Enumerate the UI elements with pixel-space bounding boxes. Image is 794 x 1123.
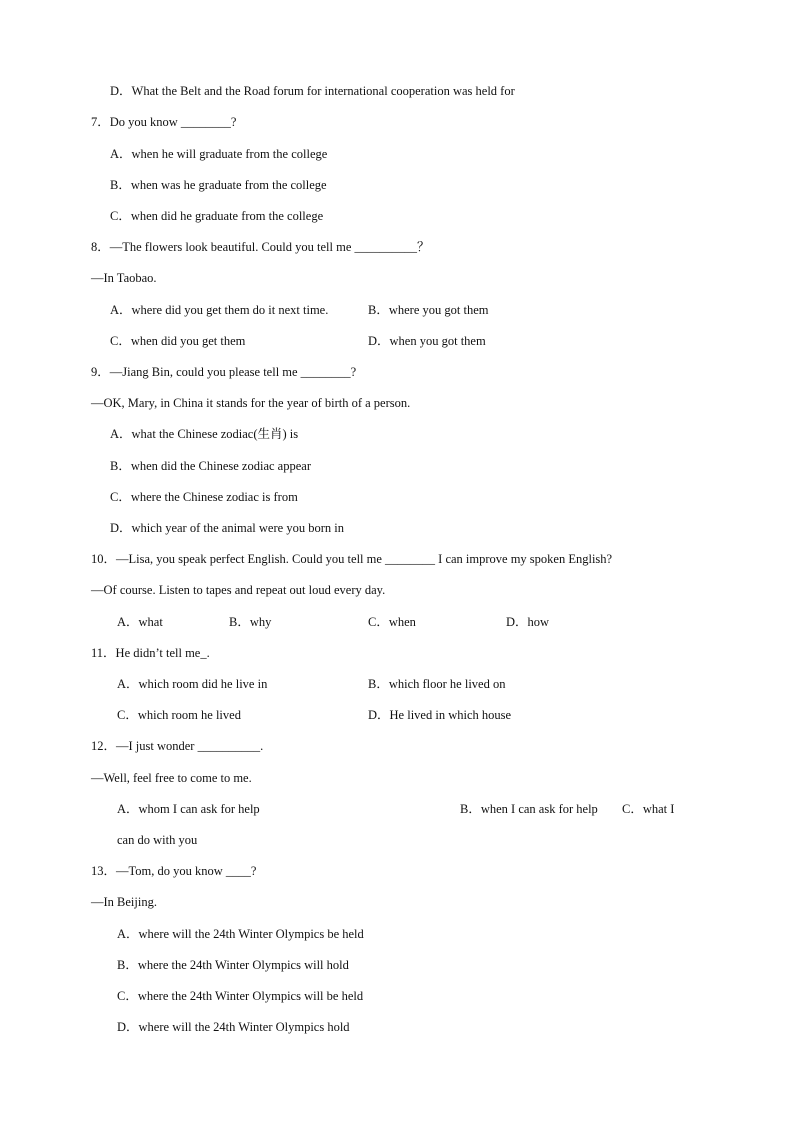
q8-option-d: D．when you got them (368, 334, 486, 348)
q13-option-b: B．where the 24th Winter Olympics will hold (117, 958, 349, 972)
q10-option-b: B．why (229, 615, 272, 629)
q11-option-b: B．which floor he lived on (368, 677, 506, 691)
q8-option-a: A．where did you get them do it next time. (110, 303, 329, 317)
q12-stem: 12．—I just wonder __________. (91, 739, 264, 753)
q12-option-b: B．when I can ask for help (460, 802, 598, 816)
q9-answer: —OK, Mary, in China it stands for the year of birth of a person. (91, 396, 411, 410)
q9-option-c: C．where the Chinese zodiac is from (110, 490, 298, 504)
q8-option-b: B．where you got them (368, 303, 489, 317)
q13-option-c: C．where the 24th Winter Olympics will be held (117, 989, 364, 1003)
q13-answer: —In Beijing. (91, 895, 157, 909)
q12-option-c-continued: can do with you (117, 833, 198, 847)
q12-option-c: C．what I (622, 802, 675, 816)
q6-option-d: D．What the Belt and the Road forum for international cooperation was held for (110, 84, 515, 98)
q11-stem: 11．He didn’t tell me_. (91, 646, 210, 660)
q9-option-a: A．what the Chinese zodiac(生肖) is (110, 427, 299, 441)
q7-option-c: C．when did he graduate from the college (110, 209, 324, 223)
q12-answer: —Well, feel free to come to me. (91, 771, 252, 785)
q10-option-c: C．when (368, 615, 416, 629)
q11-option-c: C．which room he lived (117, 708, 241, 722)
q10-option-a: A．what (117, 615, 163, 629)
q10-stem: 10．—Lisa, you speak perfect English. Could you tell me ________ I can improve my spoken English? (91, 552, 613, 566)
q8-stem: 8．—The flowers look beautiful. Could you tell me __________？ (91, 240, 430, 254)
q13-option-a: A．where will the 24th Winter Olympics be held (117, 927, 364, 941)
q9-option-b: B．when did the Chinese zodiac appear (110, 459, 311, 473)
q8-option-c: C．when did you get them (110, 334, 246, 348)
q11-option-a: A．which room did he live in (117, 677, 268, 691)
q9-stem: 9．—Jiang Bin, could you please tell me ________? (91, 365, 357, 379)
q11-option-d: D．He lived in which house (368, 708, 512, 722)
q7-stem: 7．Do you know ________? (91, 115, 237, 129)
q7-option-a: A．when he will graduate from the college (110, 147, 328, 161)
q10-answer: —Of course. Listen to tapes and repeat out loud every day. (91, 583, 386, 597)
q13-option-d: D．where will the 24th Winter Olympics hold (117, 1020, 350, 1034)
q9-option-d: D．which year of the animal were you born in (110, 521, 344, 535)
q13-stem: 13．—Tom, do you know ____? (91, 864, 257, 878)
q8-answer: —In Taobao. (91, 271, 157, 285)
q12-option-a: A．whom I can ask for help (117, 802, 260, 816)
q7-option-b: B．when was he graduate from the college (110, 178, 327, 192)
q10-option-d: D．how (506, 615, 550, 629)
